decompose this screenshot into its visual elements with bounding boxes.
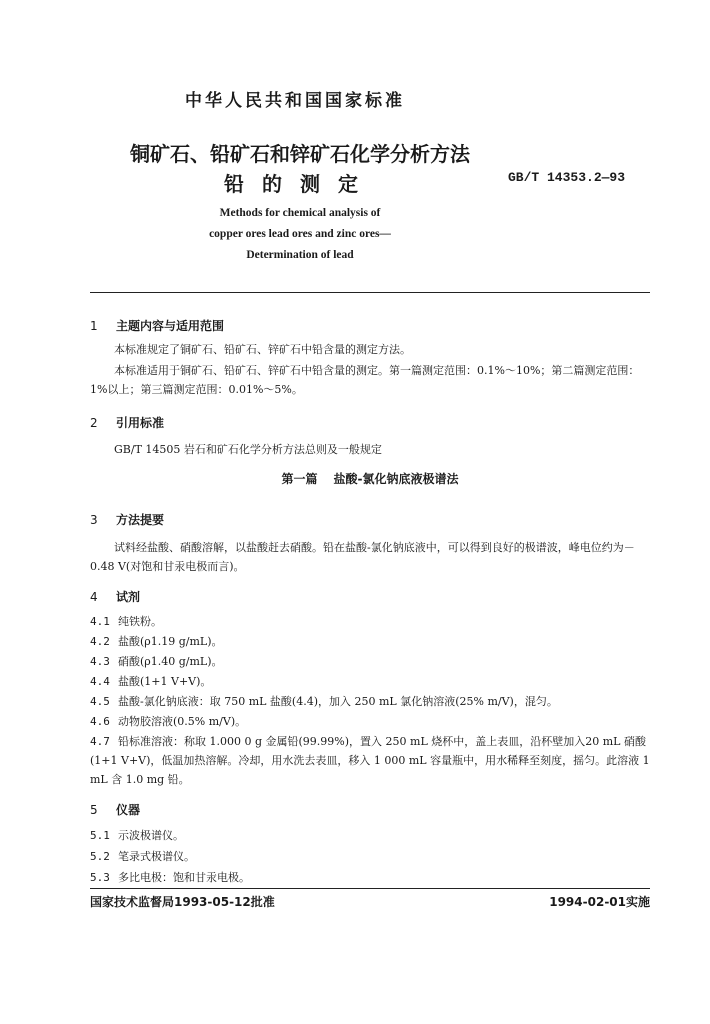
- item-number: 4.6: [90, 715, 110, 728]
- english-title-line: Methods for chemical analysis of: [219, 207, 381, 219]
- standard-number: GB/T 14353.2—93: [508, 170, 626, 185]
- item-text: 笔录式极谱仪。: [118, 850, 195, 863]
- item-number: 4.3: [90, 655, 110, 668]
- approval-date: 国家技术监督局1993-05-12批准: [90, 895, 275, 909]
- list-item: [90, 692, 650, 711]
- list-item: [90, 732, 650, 789]
- section-heading: [90, 801, 140, 818]
- item-number: 4.1: [90, 615, 110, 628]
- item-text: 示波极谱仪。: [118, 829, 184, 842]
- reference-standard: GB/T 14505 岩石和矿石化学分析方法总则及一般规定: [114, 443, 382, 456]
- item-number: 5.3: [90, 871, 110, 884]
- list-item: [90, 826, 650, 845]
- footer-divider: [90, 888, 650, 889]
- item-text: 盐酸(1+1 V+V)。: [118, 675, 212, 688]
- list-item: [90, 632, 650, 651]
- english-title-line: Determination of lead: [246, 249, 354, 261]
- part-title: 盐酸-氯化钠底液极谱法: [333, 472, 459, 486]
- section-heading: [90, 588, 140, 605]
- section-title: 仪器: [116, 803, 141, 817]
- item-text: 纯铁粉。: [118, 615, 162, 628]
- national-standard-heading: 中华人民共和国国家标准: [185, 91, 405, 111]
- document-subtitle: 铅的测定: [224, 172, 376, 196]
- part-heading: [0, 470, 710, 487]
- item-number: 4.4: [90, 675, 110, 688]
- item-number: 4.7: [90, 735, 110, 748]
- section-heading: [90, 414, 164, 431]
- section-number: 4: [90, 590, 98, 604]
- item-text: 盐酸(ρ1.19 g/mL)。: [118, 635, 223, 648]
- section-number: 3: [90, 513, 98, 527]
- list-item: [90, 652, 650, 671]
- item-text: 硝酸(ρ1.40 g/mL)。: [118, 655, 223, 668]
- section-title: 主题内容与适用范围: [116, 319, 225, 333]
- section-heading: [90, 317, 224, 334]
- paragraph: 试料经盐酸、硝酸溶解，以盐酸赶去硝酸。铅在盐酸-氯化钠底液中，可以得到良好的极谱波，峰电位约为－0.48 V(对饱和甘汞电极而言)。: [90, 541, 635, 573]
- item-text: 多比电极：饱和甘汞电极。: [118, 871, 250, 884]
- list-item: [90, 847, 650, 866]
- section-number: 5: [90, 803, 98, 817]
- item-text: 铅标准溶液：称取 1.000 0 g 金属铅(99.99%)，置入 250 mL 烧杯中，盖上表皿，沿杯壁加入20 mL 硝酸(1+1 V+V)，低温加热溶解。冷却，用水洗去表皿，移入 1 000 mL 容量瓶中，用水稀释至刻度，摇匀。此溶液 1 mL 含 1.0 mg 铅。: [90, 735, 650, 786]
- list-item: [90, 612, 650, 631]
- list-item: [90, 868, 650, 887]
- paragraph: 本标准适用于铜矿石、铅矿石、锌矿石中铅含量的测定。第一篇测定范围：0.1%～10%；第二篇测定范围：1%以上；第三篇测定范围：0.01%～5%。: [90, 364, 640, 396]
- item-number: 4.2: [90, 635, 110, 648]
- section-title: 试剂: [116, 590, 141, 604]
- document-title: 铜矿石、铅矿石和锌矿石化学分析方法: [130, 142, 470, 166]
- item-number: 5.1: [90, 829, 110, 842]
- effective-date: 1994-02-01实施: [549, 895, 650, 909]
- item-number: 4.5: [90, 695, 110, 708]
- list-item: [90, 712, 650, 731]
- item-text: 动物胶溶液(0.5% m/V)。: [118, 715, 247, 728]
- section-number: 1: [90, 319, 98, 333]
- header-divider: [90, 292, 650, 293]
- part-label: 第一篇: [281, 472, 318, 486]
- list-item: [90, 672, 650, 691]
- section-title: 引用标准: [116, 416, 165, 430]
- paragraph: 本标准规定了铜矿石、铅矿石、锌矿石中铅含量的测定方法。: [114, 343, 411, 356]
- section-number: 2: [90, 416, 98, 430]
- english-title-line: copper ores lead ores and zinc ores—: [209, 228, 391, 240]
- item-text: 盐酸-氯化钠底液：取 750 mL 盐酸(4.4)，加入 250 mL 氯化钠溶液(25% m/V)，混匀。: [118, 695, 558, 708]
- section-heading: [90, 511, 164, 528]
- section-title: 方法提要: [116, 513, 165, 527]
- item-number: 5.2: [90, 850, 110, 863]
